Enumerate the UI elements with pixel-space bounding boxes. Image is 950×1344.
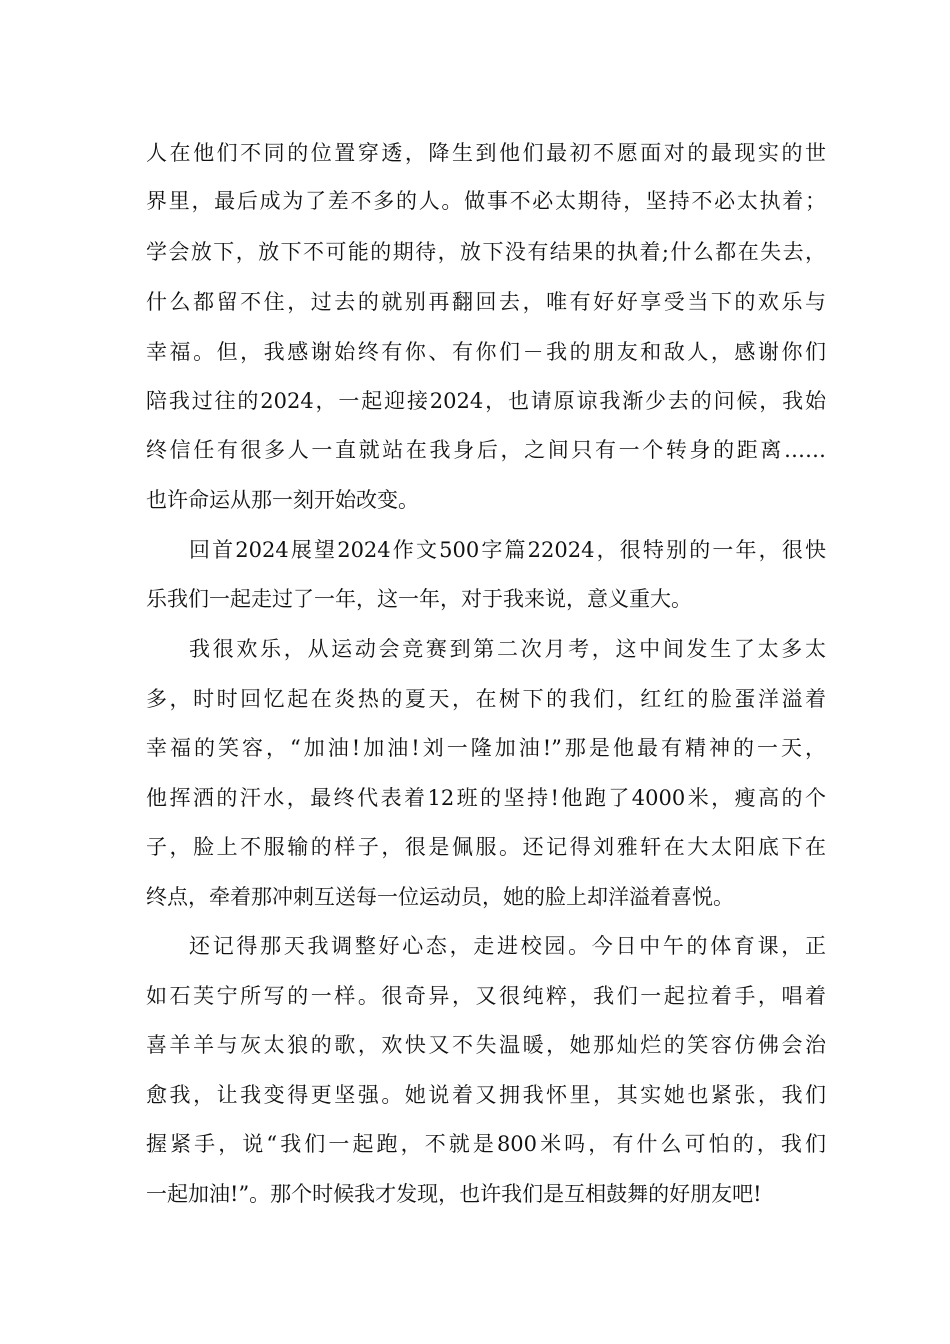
text-line: 喜羊羊与灰太狼的歌，欢快又不失温暖，她那灿烂的笑容仿佛会治	[146, 1033, 826, 1057]
text-line: 还记得那天我调整好心态，走进校园。今日中午的体育课，正	[189, 934, 826, 958]
text-line: 人在他们不同的位置穿透，降生到他们最初不愿面对的最现实的世	[146, 141, 826, 165]
text-line: 界里，最后成为了差不多的人。做事不必太期待，坚持不必太执着；	[146, 189, 826, 213]
text-line: 握紧手，说“我们一起跑，不就是800米吗，有什么可怕的，我们	[146, 1132, 826, 1156]
text-line: 乐我们一起走过了一年，这一年，对于我来说，意义重大。	[146, 587, 692, 611]
text-line: 我很欢乐，从运动会竞赛到第二次月考，这中间发生了太多太	[189, 637, 826, 661]
text-line: 终信任有很多人一直就站在我身后，之间只有一个转身的距离……	[146, 438, 826, 462]
text-line: 幸福的笑容，“加油!加油!刘一隆加油!”那是他最有精神的一天，	[146, 736, 826, 760]
text-line: 回首2024展望2024作文500字篇22024，很特别的一年，很快	[189, 538, 826, 562]
text-line: 学会放下，放下不可能的期待，放下没有结果的执着;什么都在失去，	[146, 240, 826, 264]
text-line: 终点，牵着那冲刺互送每一位运动员，她的脸上却洋溢着喜悦。	[146, 885, 734, 909]
text-line: 愈我，让我变得更坚强。她说着又拥我怀里，其实她也紧张，我们	[146, 1083, 826, 1107]
text-line: 他挥洒的汗水，最终代表着12班的坚持!他跑了4000米，瘦高的个	[146, 786, 826, 810]
text-line: 什么都留不住，过去的就别再翻回去，唯有好好享受当下的欢乐与	[146, 290, 826, 314]
text-line: 多，时时回忆起在炎热的夏天，在树下的我们，红红的脸蛋洋溢着	[146, 687, 826, 711]
text-line: 陪我过往的2024，一起迎接2024，也请原谅我渐少去的问候，我始	[146, 389, 826, 413]
text-line: 幸福。但，我感谢始终有你、有你们－我的朋友和敌人，感谢你们	[146, 340, 826, 364]
text-line: 一起加油!”。那个时候我才发现，也许我们是互相鼓舞的好朋友吧!	[146, 1182, 762, 1206]
text-line: 如石芙宁所写的一样。很奇异，又很纯粹，我们一起拉着手，唱着	[146, 984, 826, 1008]
text-line: 也许命运从那一刻开始改变。	[146, 488, 419, 512]
text-line: 子，脸上不服输的样子，很是佩服。还记得刘雅轩在大太阳底下在	[146, 835, 826, 859]
